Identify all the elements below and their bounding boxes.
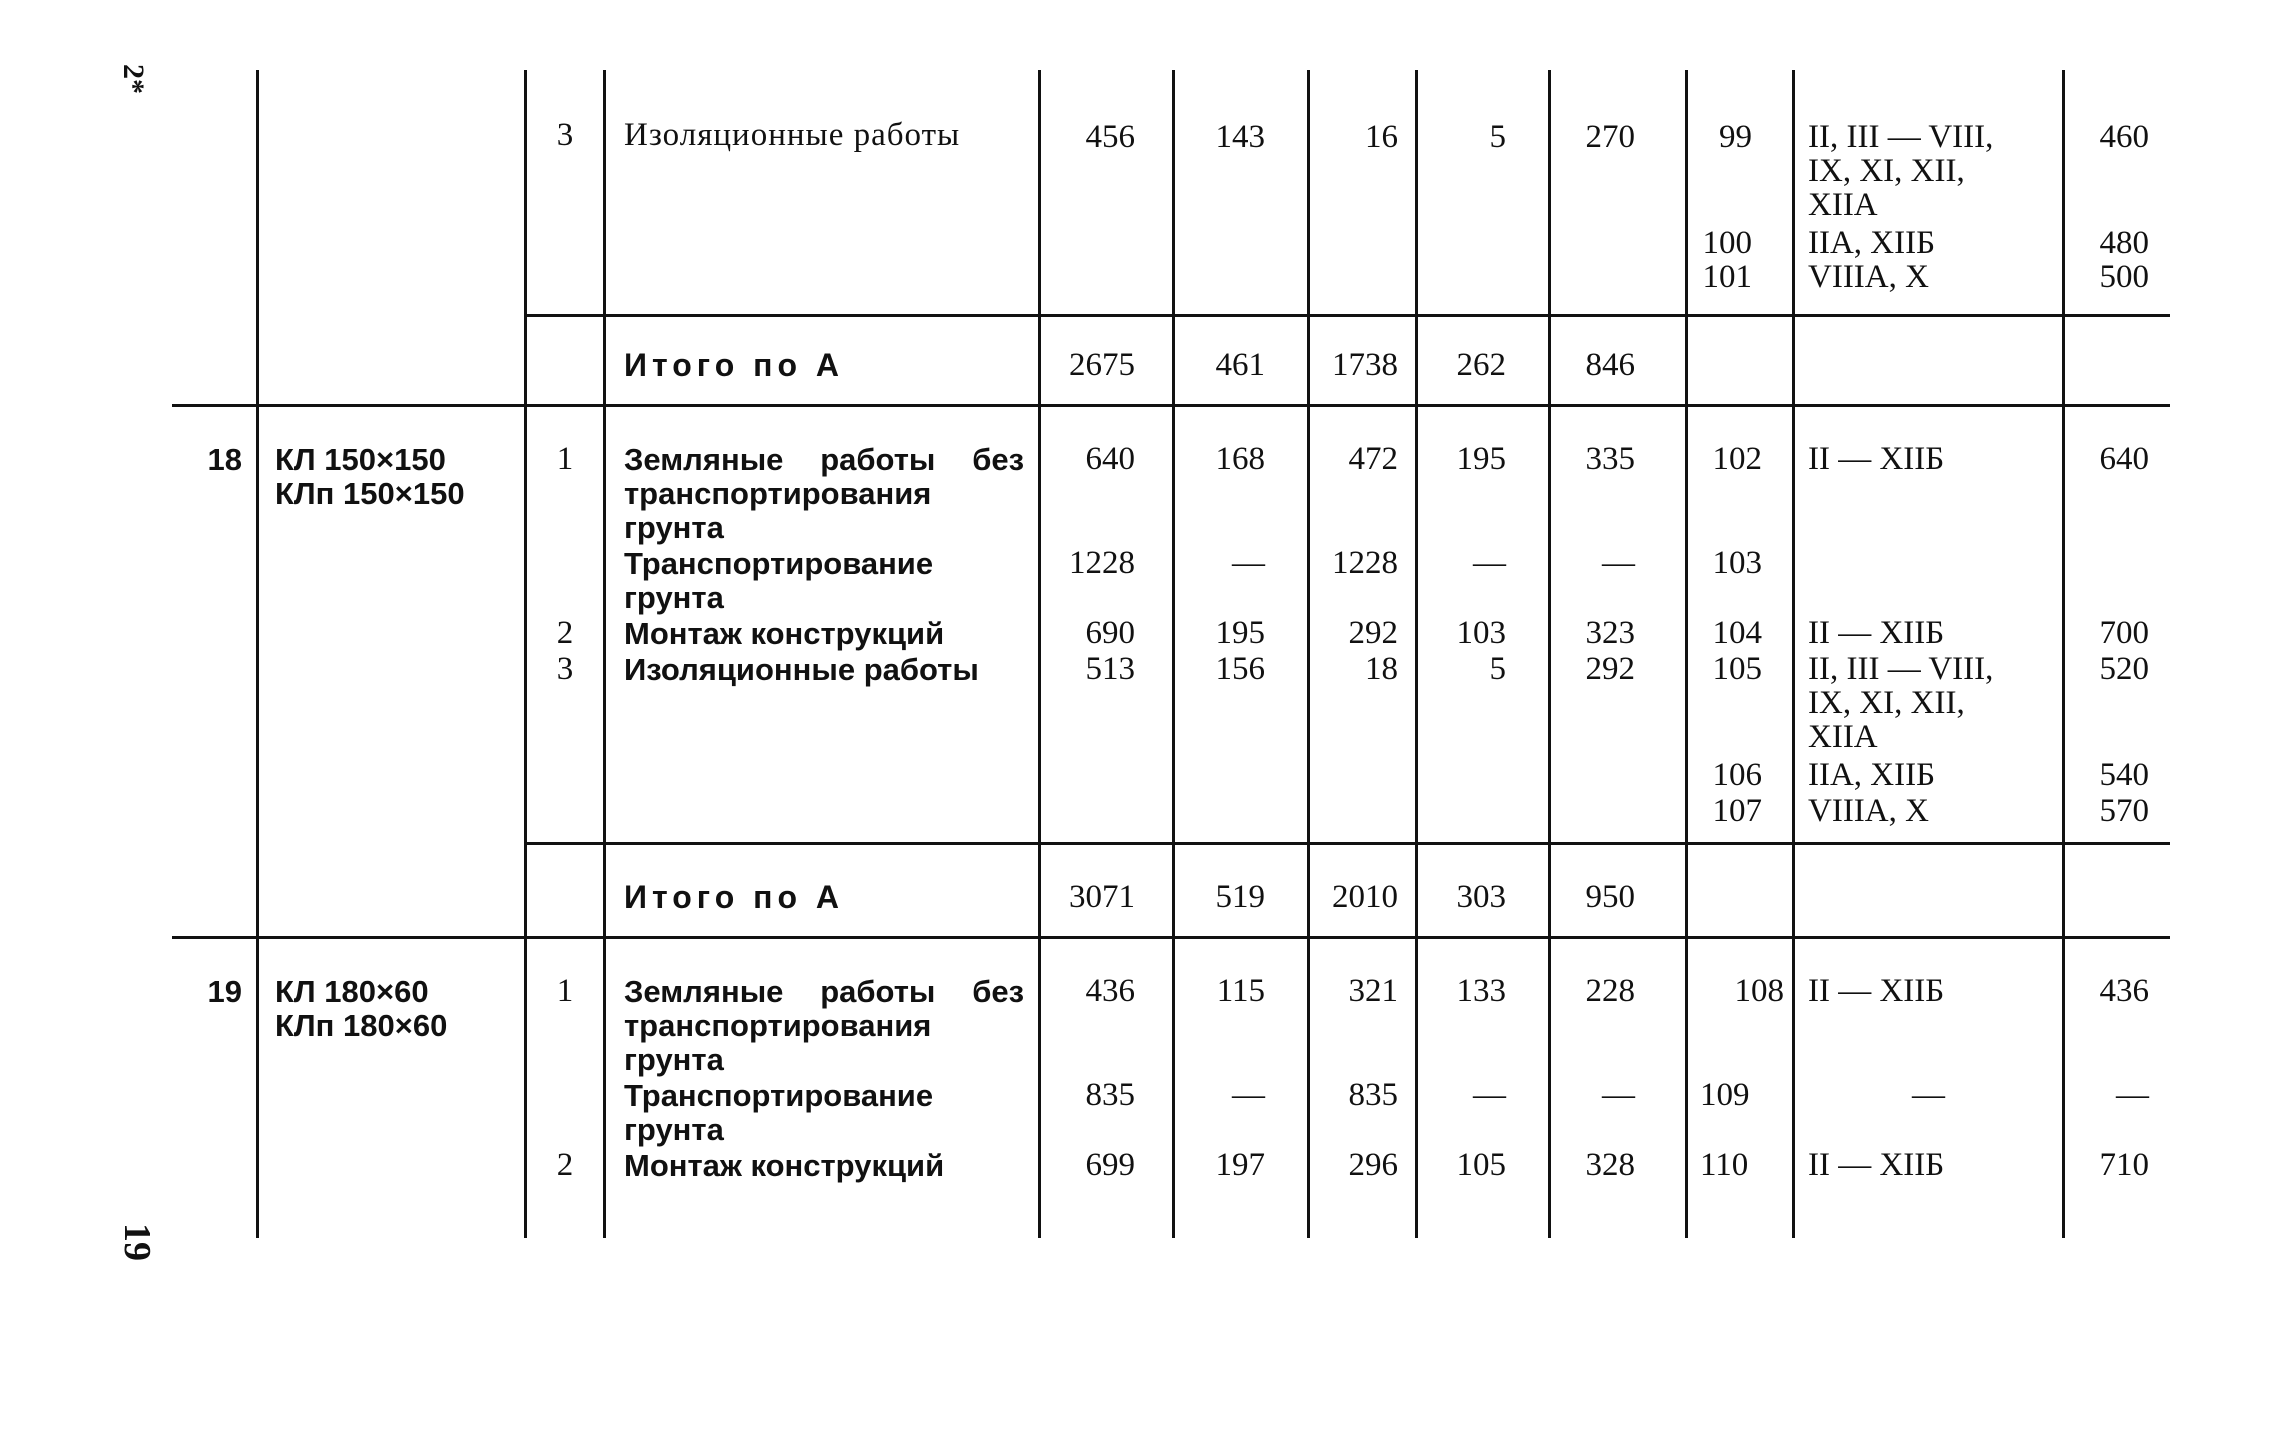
r18-total-label: Итого по А bbox=[624, 879, 845, 915]
r18-earth-c4: 195 bbox=[1456, 441, 1506, 477]
r17-iso-zone-4: IIA, XIIБ bbox=[1808, 225, 1936, 261]
r18-iso-c4: 5 bbox=[1489, 651, 1506, 687]
r17-total-c4: 262 bbox=[1456, 347, 1506, 383]
r19-transport-c3: 835 bbox=[1348, 1077, 1398, 1113]
r19-mount-work: Монтаж конструкций bbox=[624, 1148, 945, 1183]
r18-earth-c2: 168 bbox=[1215, 441, 1265, 477]
r18-iso-val-2: 540 bbox=[2099, 757, 2149, 793]
r19-transport-work-2: грунта bbox=[624, 1112, 724, 1147]
r19-earth-step: 1 bbox=[556, 973, 574, 1009]
r19-transport-c2: — bbox=[1232, 1077, 1265, 1113]
r17-total-c2: 461 bbox=[1215, 347, 1265, 383]
r18-iso-code-1: 105 bbox=[1712, 651, 1762, 687]
r18-earth-c5: 335 bbox=[1585, 441, 1635, 477]
r17-iso-c1: 456 bbox=[1085, 119, 1135, 155]
r18-name-1: КЛ 150×150 bbox=[275, 442, 446, 477]
r18-iso-zone-1: II, III — VIII, bbox=[1808, 651, 1994, 687]
r17-total-label: Итого по А bbox=[624, 347, 845, 383]
r18-iso-c5: 292 bbox=[1585, 651, 1635, 687]
r19-mount-val: 710 bbox=[2099, 1147, 2149, 1183]
r18-iso-c2: 156 bbox=[1215, 651, 1265, 687]
r19-transport-zone: — bbox=[1912, 1077, 1945, 1113]
r17-iso-zone-2: IX, XI, XII, bbox=[1808, 153, 1965, 189]
r17-iso-c3: 16 bbox=[1365, 119, 1398, 155]
r18-mount-code: 104 bbox=[1712, 615, 1762, 651]
r19-mount-c2: 197 bbox=[1215, 1147, 1265, 1183]
r18-iso-c3: 18 bbox=[1365, 651, 1398, 687]
r19-mount-c4: 105 bbox=[1456, 1147, 1506, 1183]
r18-earth-c1: 640 bbox=[1085, 441, 1135, 477]
r18-earth-zone: II — XIIБ bbox=[1808, 441, 1945, 477]
r19-earth-c3: 321 bbox=[1348, 973, 1398, 1009]
r19-transport-c4: — bbox=[1473, 1077, 1506, 1113]
r19-mount-c5: 328 bbox=[1585, 1147, 1635, 1183]
r19-earth-code: 108 bbox=[1734, 973, 1784, 1009]
r18-mount-c2: 195 bbox=[1215, 615, 1265, 651]
r18-transport-code: 103 bbox=[1712, 545, 1762, 581]
r17-iso-zone-3: XIIA bbox=[1808, 187, 1878, 223]
r18-mount-c5: 323 bbox=[1585, 615, 1635, 651]
r18-total-c2: 519 bbox=[1215, 879, 1265, 915]
r17-iso-val-2: 480 bbox=[2099, 225, 2149, 261]
r18-transport-c5: — bbox=[1602, 545, 1635, 581]
r18-total-c3: 2010 bbox=[1332, 879, 1398, 915]
r18-iso-zone-3: XIIA bbox=[1808, 719, 1878, 755]
r19-name-1: КЛ 180×60 bbox=[275, 974, 429, 1009]
r17-iso-val-1: 460 bbox=[2099, 119, 2149, 155]
r19-mount-c1: 699 bbox=[1085, 1147, 1135, 1183]
r17-iso-val-3: 500 bbox=[2099, 259, 2149, 295]
r17-iso-step: 3 bbox=[556, 117, 574, 153]
r18-earth-c3: 472 bbox=[1348, 441, 1398, 477]
r19-earth-work-1: Земляные работы без bbox=[624, 974, 1024, 1009]
r19-earth-work-3: грунта bbox=[624, 1042, 724, 1077]
r18-iso-zone-5: VIIIA, X bbox=[1808, 793, 1929, 829]
r18-iso-c1: 513 bbox=[1085, 651, 1135, 687]
r19-mount-code: 110 bbox=[1700, 1147, 1749, 1183]
r17-total-c5: 846 bbox=[1585, 347, 1635, 383]
r19-transport-c5: — bbox=[1602, 1077, 1635, 1113]
r19-mount-c3: 296 bbox=[1348, 1147, 1398, 1183]
r18-iso-val-1: 520 bbox=[2099, 651, 2149, 687]
r18-iso-zone-2: IX, XI, XII, bbox=[1808, 685, 1965, 721]
r17-iso-c5: 270 bbox=[1585, 119, 1635, 155]
r17-iso-c4: 5 bbox=[1489, 119, 1506, 155]
r18-earth-step: 1 bbox=[556, 441, 574, 477]
r17-total-c1: 2675 bbox=[1069, 347, 1135, 383]
subtotal-rule-2 bbox=[524, 842, 2170, 845]
r18-mount-c4: 103 bbox=[1456, 615, 1506, 651]
margin-signature-mark: 2* bbox=[117, 64, 150, 94]
r18-iso-code-2: 106 bbox=[1712, 757, 1762, 793]
r19-earth-val: 436 bbox=[2099, 973, 2149, 1009]
r18-name-2: КЛп 150×150 bbox=[275, 476, 465, 511]
r18-transport-work-2: грунта bbox=[624, 580, 724, 615]
r19-number: 19 bbox=[207, 974, 242, 1009]
r19-transport-work-1: Транспортирование bbox=[624, 1078, 934, 1113]
r18-earth-work-1: Земляные работы без bbox=[624, 442, 1024, 477]
r17-iso-code-1: 99 bbox=[1719, 119, 1752, 155]
r18-number: 18 bbox=[207, 442, 242, 477]
r17-iso-code-3: 101 bbox=[1702, 259, 1752, 295]
r18-transport-c1: 1228 bbox=[1069, 545, 1135, 581]
r19-earth-c2: 115 bbox=[1216, 973, 1265, 1009]
r19-earth-c4: 133 bbox=[1456, 973, 1506, 1009]
col-rule-3 bbox=[603, 70, 606, 1238]
r18-transport-c2: — bbox=[1232, 545, 1265, 581]
subtotal-rule-1 bbox=[524, 314, 2170, 317]
r18-earth-work-3: грунта bbox=[624, 510, 724, 545]
r18-iso-code-3: 107 bbox=[1712, 793, 1762, 829]
r17-iso-work: Изоляционные работы bbox=[624, 117, 961, 153]
r19-mount-step: 2 bbox=[556, 1147, 574, 1183]
r18-earth-code: 102 bbox=[1712, 441, 1762, 477]
r18-transport-c3: 1228 bbox=[1332, 545, 1398, 581]
r18-transport-work-1: Транспортирование bbox=[624, 546, 934, 581]
r18-transport-c4: — bbox=[1473, 545, 1506, 581]
r19-earth-work-2: транспортирования bbox=[624, 1008, 932, 1043]
r17-iso-code-2: 100 bbox=[1702, 225, 1752, 261]
r18-mount-c1: 690 bbox=[1085, 615, 1135, 651]
col-rule-10 bbox=[1792, 70, 1795, 1238]
r18-earth-work-2: транспортирования bbox=[624, 476, 932, 511]
r18-total-c1: 3071 bbox=[1069, 879, 1135, 915]
r19-transport-c1: 835 bbox=[1085, 1077, 1135, 1113]
r18-mount-c3: 292 bbox=[1348, 615, 1398, 651]
page-number: 19 bbox=[116, 1223, 158, 1261]
r19-transport-val: — bbox=[2116, 1077, 2149, 1113]
r19-earth-c5: 228 bbox=[1585, 973, 1635, 1009]
r18-mount-val: 700 bbox=[2099, 615, 2149, 651]
r18-iso-zone-4: IIA, XIIБ bbox=[1808, 757, 1936, 793]
section-rule-1 bbox=[172, 404, 2170, 407]
r19-earth-c1: 436 bbox=[1085, 973, 1135, 1009]
r18-earth-val: 640 bbox=[2099, 441, 2149, 477]
r18-mount-work: Монтаж конструкций bbox=[624, 616, 945, 651]
r19-name-2: КЛп 180×60 bbox=[275, 1008, 448, 1043]
r18-mount-zone: II — XIIБ bbox=[1808, 615, 1945, 651]
r19-mount-zone: II — XIIБ bbox=[1808, 1147, 1945, 1183]
section-rule-2 bbox=[172, 936, 2170, 939]
r18-iso-work: Изоляционные работы bbox=[624, 652, 979, 687]
r18-mount-step: 2 bbox=[556, 615, 574, 651]
r18-iso-step: 3 bbox=[556, 651, 574, 687]
r17-iso-c2: 143 bbox=[1215, 119, 1265, 155]
r18-total-c4: 303 bbox=[1456, 879, 1506, 915]
r17-iso-zone-1: II, III — VIII, bbox=[1808, 119, 1994, 155]
r19-earth-zone: II — XIIБ bbox=[1808, 973, 1945, 1009]
r18-iso-val-3: 570 bbox=[2099, 793, 2149, 829]
r18-total-c5: 950 bbox=[1585, 879, 1635, 915]
r17-iso-zone-5: VIIIA, X bbox=[1808, 259, 1929, 295]
col-rule-1 bbox=[256, 70, 259, 1238]
r19-transport-code: 109 bbox=[1700, 1077, 1750, 1113]
r17-total-c3: 1738 bbox=[1332, 347, 1398, 383]
